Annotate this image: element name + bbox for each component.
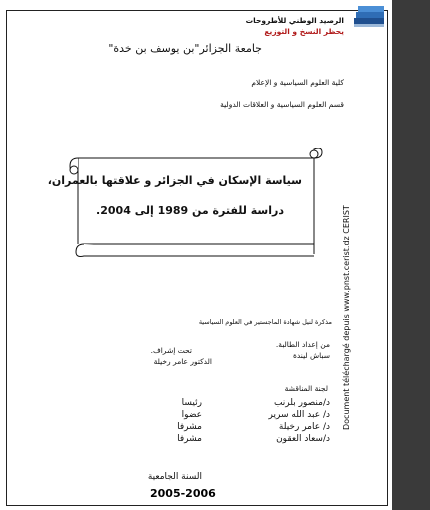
repository-name: الرصيد الوطني للأطروحات <box>245 16 344 25</box>
supervisor-name: الدكتور عامر رخيلة <box>153 357 212 366</box>
copyright-notice: يحظر النسخ و التوزيع <box>264 27 344 36</box>
supervisor-label: تحت إشراف. <box>150 346 192 355</box>
committee-member-role: مشرفا <box>177 422 202 432</box>
degree-note: مذكرة لنيل شهادة الماجستير في العلوم السياسية <box>198 318 332 326</box>
department-name: قسم العلوم السياسية و العلاقات الدولية <box>220 100 344 109</box>
thesis-title-line1: سياسة الإسكان في الجزائر و علاقتها بالعمران، <box>47 174 302 187</box>
committee-member-name: د/منصور بلرنب <box>273 398 330 408</box>
committee-member-role: رئيسا <box>181 398 202 408</box>
committee-member-name: د/سعاد العقون <box>276 434 330 444</box>
student-name: سباش ليندة <box>292 351 330 360</box>
thesis-title-line2: دراسة للفترة من 1989 إلى 2004. <box>96 204 284 217</box>
committee-member-role: عضوا <box>181 410 202 420</box>
faculty-name: كلية العلوم السياسية و الإعلام <box>251 78 344 87</box>
side-watermark: Document téléchargé depuis www.pnst.cerist.dz CERIST <box>342 205 351 430</box>
committee-member-name: د/ عبد الله سرير <box>268 410 330 420</box>
books-stack-icon <box>352 4 388 30</box>
university-name: جامعة الجزائر"بن يوسف بن خدة" <box>108 42 262 55</box>
academic-year-label: السنة الجامعية <box>147 472 202 482</box>
student-label: من إعداد الطالبة. <box>275 340 330 349</box>
academic-year-value: 2005-2006 <box>150 487 216 500</box>
committee-member-name: د/ عامر رخيلة <box>278 422 330 432</box>
title-scroll-banner <box>47 148 324 260</box>
committee-member-role: مشرفا <box>177 434 202 444</box>
committee-heading: لجنة المناقشة <box>284 384 328 393</box>
viewer-scroll-gutter[interactable] <box>392 0 430 510</box>
